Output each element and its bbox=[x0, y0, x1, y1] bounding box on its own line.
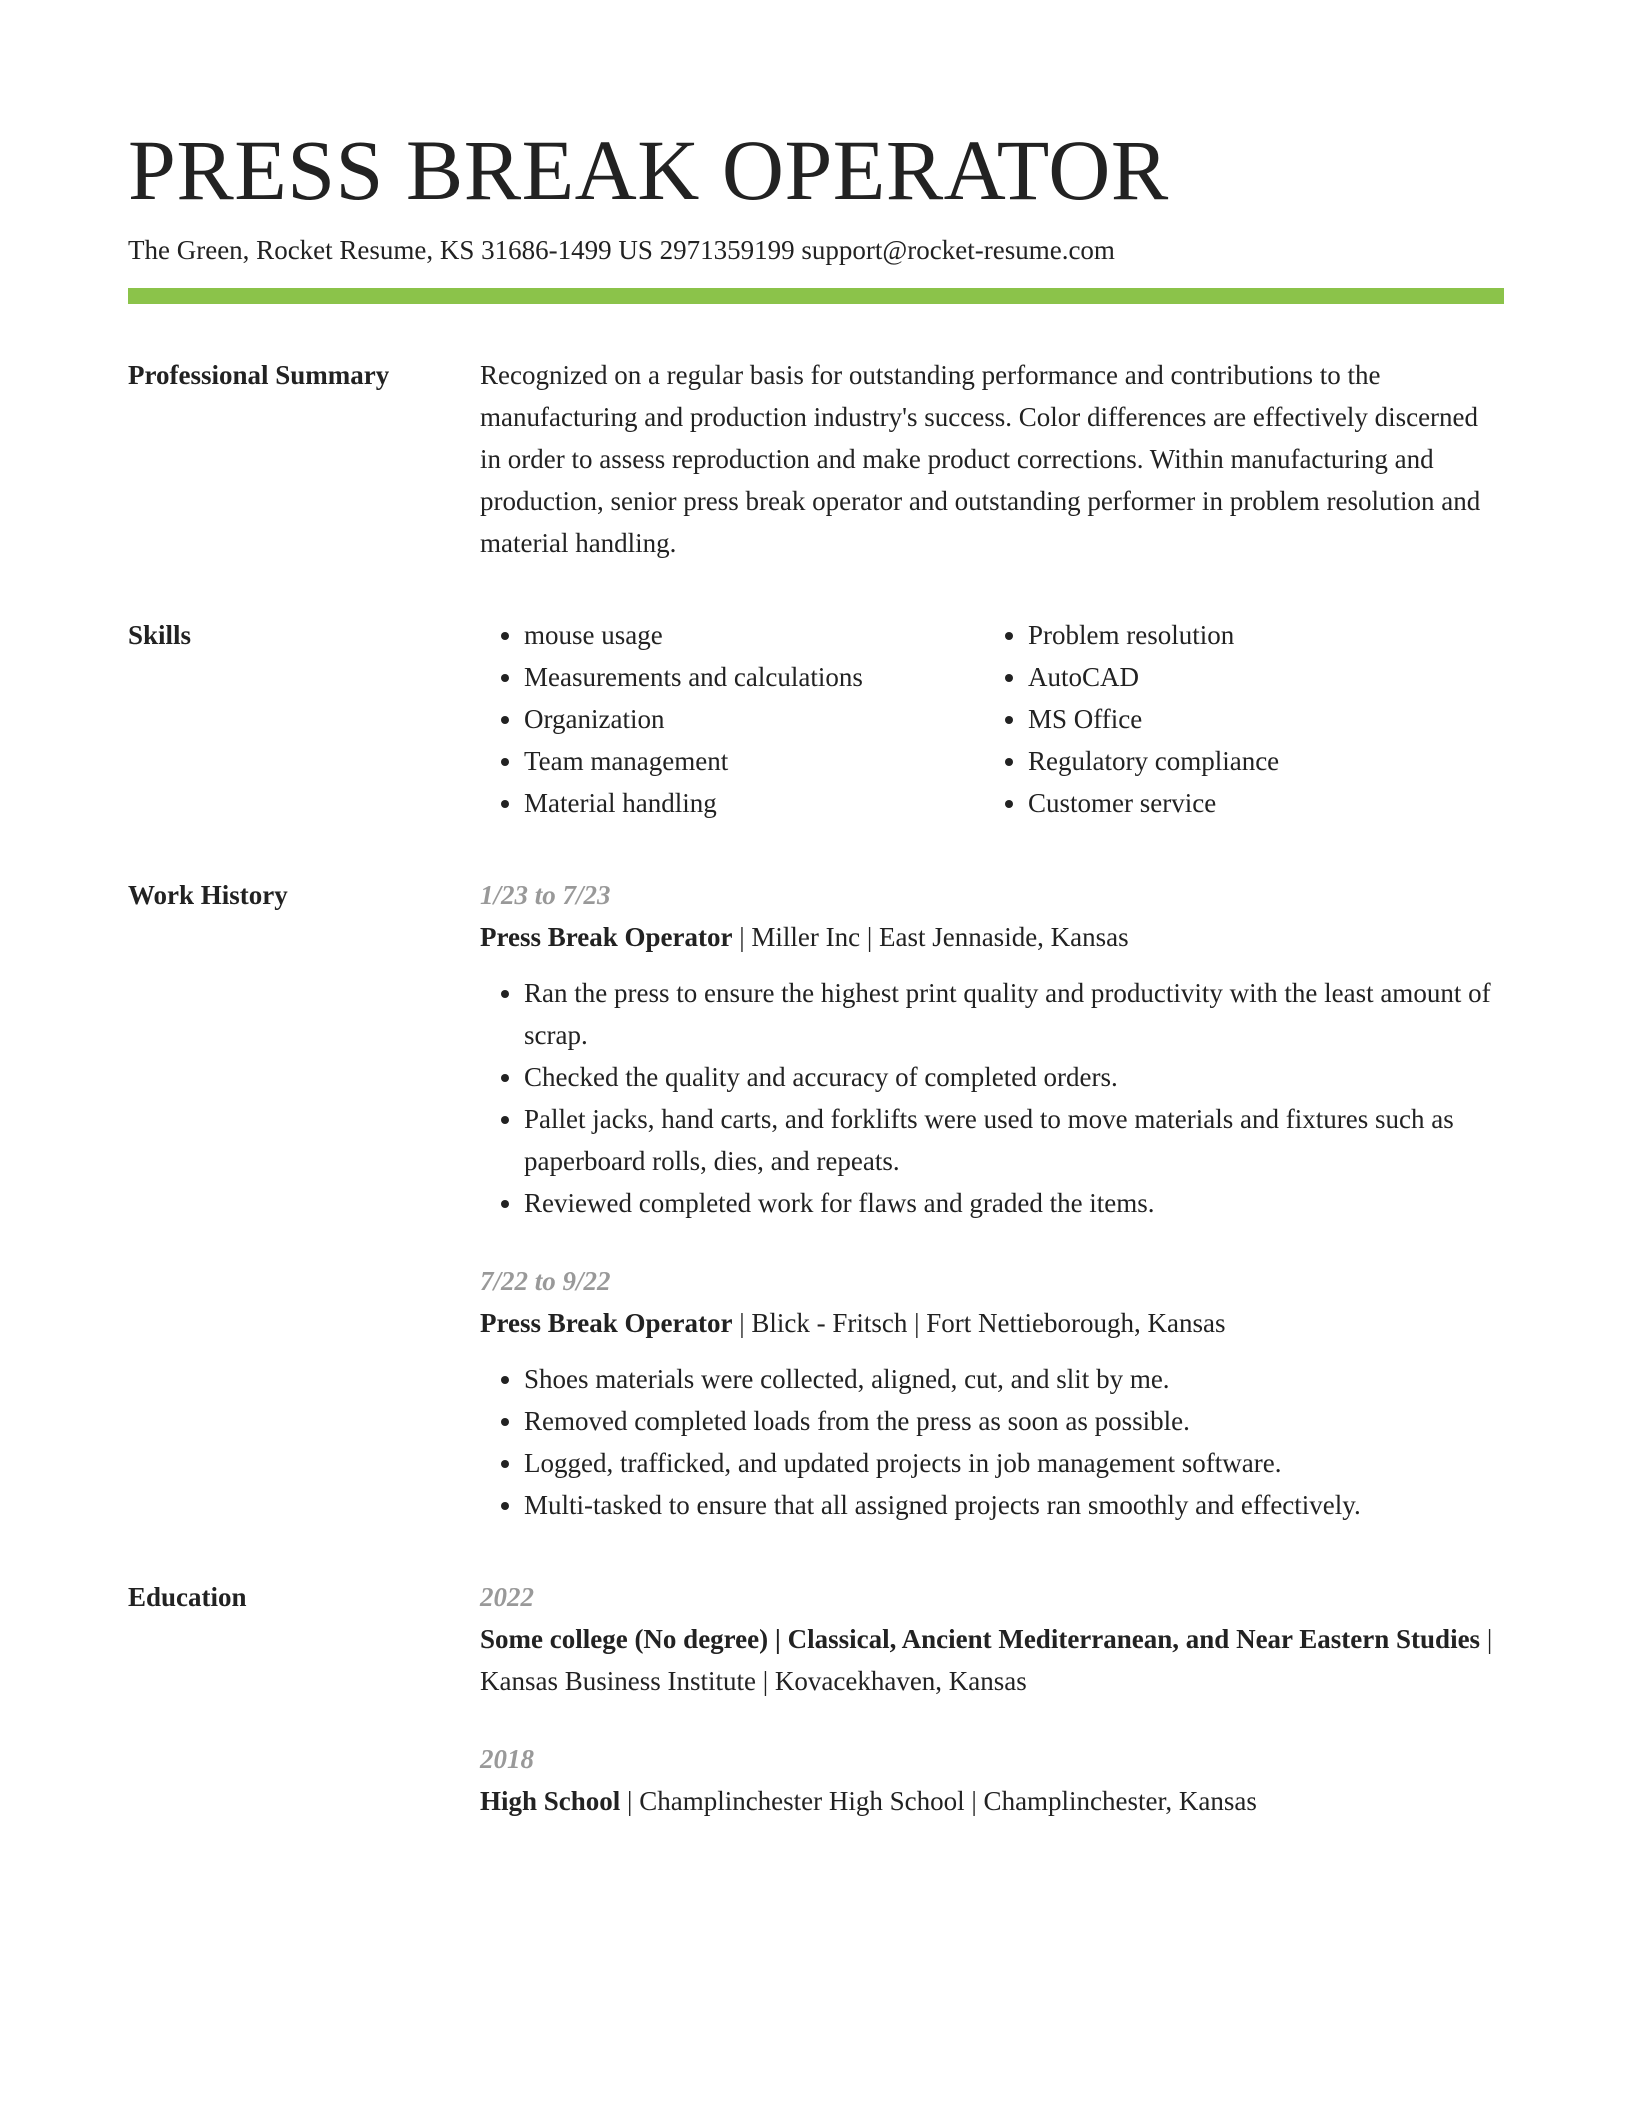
summary-body bbox=[480, 354, 1504, 564]
job-entry bbox=[480, 1260, 1504, 1526]
job-bullet: • Multi-tasked to ensure that all assigned projects ran smoothly and effectively. bbox=[524, 1484, 1504, 1526]
summary-label: Professional Summary bbox=[128, 360, 390, 390]
skills-list-right bbox=[984, 614, 1504, 824]
job-employer-location: | Blick - Fritsch | Fort Nettieborough, Kansas bbox=[732, 1308, 1226, 1338]
work-history-section bbox=[128, 874, 1504, 1526]
summary-section bbox=[128, 354, 1504, 564]
education-school-location: | Champlinchester High School | Champlinchester, Kansas bbox=[620, 1786, 1257, 1816]
job-bullets bbox=[480, 972, 1504, 1224]
skill-item: • Customer service bbox=[1028, 782, 1504, 824]
work-history-label: Work History bbox=[128, 880, 288, 910]
skills-body bbox=[480, 614, 1504, 824]
resume-name: PRESS BREAK OPERATOR bbox=[128, 122, 1169, 218]
education-entry bbox=[480, 1576, 1504, 1702]
education-degree: Some college (No degree) | Classical, Ancient Mediterranean, and Near Eastern Studies bbox=[480, 1624, 1481, 1654]
job-bullets bbox=[480, 1358, 1504, 1526]
header-divider bbox=[128, 288, 1504, 304]
job-title: Press Break Operator bbox=[480, 922, 733, 952]
job-bullet: • Removed completed loads from the press as soon as possible. bbox=[524, 1400, 1504, 1442]
education-degree: High School bbox=[480, 1786, 621, 1816]
skill-item: • Team management bbox=[524, 740, 984, 782]
education-year: 2018 bbox=[480, 1744, 534, 1774]
job-employer-location: | Miller Inc | East Jennaside, Kansas bbox=[732, 922, 1129, 952]
education-label: Education bbox=[128, 1582, 247, 1612]
work-history-body bbox=[480, 874, 1504, 1526]
job-role-line bbox=[480, 1302, 1504, 1344]
job-bullet: • Reviewed completed work for flaws and graded the items. bbox=[524, 1182, 1504, 1224]
education-body bbox=[480, 1576, 1504, 1822]
job-bullet: • Logged, trafficked, and updated projects in job management software. bbox=[524, 1442, 1504, 1484]
summary-text: Recognized on a regular basis for outstanding performance and contributions to the manufacturing and production industry's success. Color differences are effectively discerned in order to assess reproduction and make product corrections. Within manufacturing and production, senior press break operator and outstanding performer in problem resolution and material handling. bbox=[480, 360, 1481, 558]
skill-item: • Material handling bbox=[524, 782, 984, 824]
education-line bbox=[480, 1780, 1504, 1822]
job-dates: 7/22 to 9/22 bbox=[480, 1266, 611, 1296]
job-bullet: • Shoes materials were collected, aligned, cut, and slit by me. bbox=[524, 1358, 1504, 1400]
job-title: Press Break Operator bbox=[480, 1308, 733, 1338]
education-line bbox=[480, 1618, 1504, 1702]
education-school-location: | Kansas Business Institute | Kovacekhaven, Kansas bbox=[480, 1624, 1493, 1696]
job-role-line bbox=[480, 916, 1504, 958]
contact-line: The Green, Rocket Resume, KS 31686-1499 US 2971359199 support@rocket-resume.com bbox=[128, 235, 1115, 265]
education-year: 2022 bbox=[480, 1582, 534, 1612]
skills-section bbox=[128, 614, 1504, 824]
job-bullet: • Checked the quality and accuracy of completed orders. bbox=[524, 1056, 1504, 1098]
job-entry bbox=[480, 874, 1504, 1224]
skill-item: • MS Office bbox=[1028, 698, 1504, 740]
skill-item: • Regulatory compliance bbox=[1028, 740, 1504, 782]
job-bullet: • Ran the press to ensure the highest print quality and productivity with the least amount of scrap. bbox=[524, 972, 1504, 1056]
job-bullet: • Pallet jacks, hand carts, and forklifts were used to move materials and fixtures such as paperboard rolls, dies, and repeats. bbox=[524, 1098, 1504, 1182]
skill-item: • AutoCAD bbox=[1028, 656, 1504, 698]
skill-item: • Organization bbox=[524, 698, 984, 740]
education-entry bbox=[480, 1738, 1504, 1822]
skill-item: • Measurements and calculations bbox=[524, 656, 984, 698]
skills-label: Skills bbox=[128, 620, 192, 650]
skill-item: • mouse usage bbox=[524, 614, 984, 656]
skills-list-left bbox=[480, 614, 984, 824]
job-dates: 1/23 to 7/23 bbox=[480, 880, 611, 910]
education-section bbox=[128, 1576, 1504, 1822]
skill-item: • Problem resolution bbox=[1028, 614, 1504, 656]
